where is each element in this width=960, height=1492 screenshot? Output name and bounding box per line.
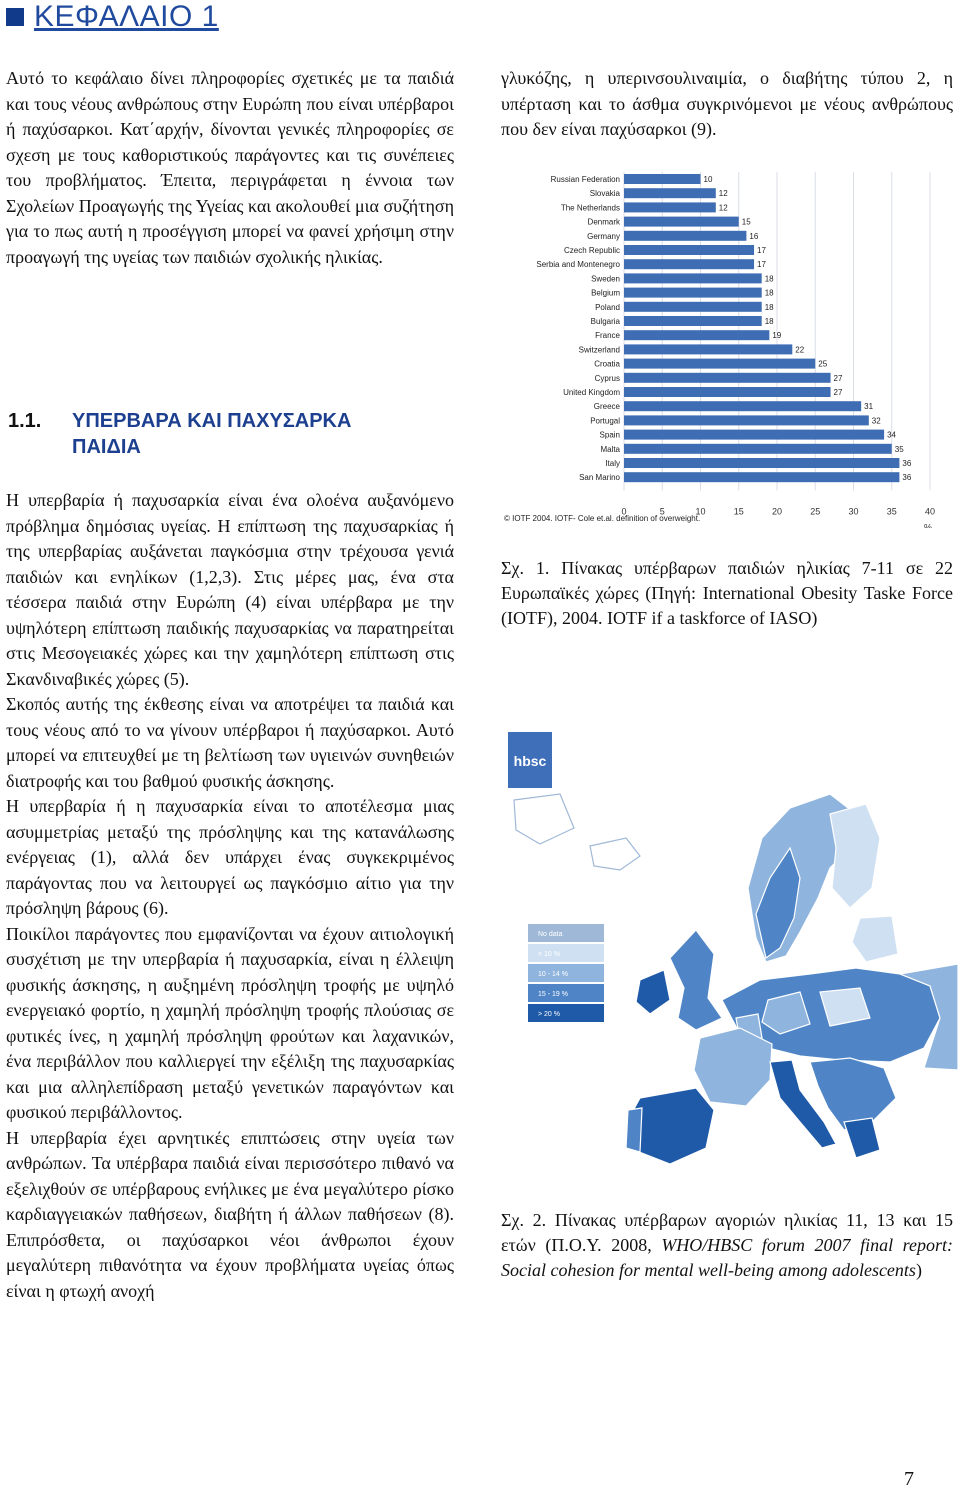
category-label: Germany	[587, 231, 620, 241]
bar	[624, 217, 739, 227]
bar-value-label: 36	[902, 473, 912, 483]
bar	[624, 330, 769, 340]
bar	[624, 344, 792, 354]
bar	[624, 415, 869, 425]
category-label: Bulgaria	[590, 317, 620, 326]
category-label: Czech Republic	[563, 246, 620, 255]
bar	[624, 458, 899, 468]
x-tick-label: 25	[810, 506, 821, 517]
chart-source: © IOTF 2004. IOTF- Cole et.al. definition of overweight.	[504, 514, 701, 523]
caption-2-prefix: Σχ. 2.	[501, 1210, 547, 1230]
category-label: Spain	[599, 430, 620, 440]
bar-value-label: 10	[703, 175, 713, 184]
right-top-paragraph: γλυκόζης, η υπερινσουλιναιμία, ο διαβήτης τύπου 2, η υπέρταση και το άσθμα συγκρινόμενοι με νέους ανθρώπους που δεν είναι παχύσαρκοι (9).	[501, 68, 953, 139]
legend-label: > 20 %	[538, 1011, 560, 1018]
bar-value-label: 35	[894, 444, 904, 454]
caption-1-text: Πίνακας υπέρβαρων παιδιών ηλικίας 7-11 σε 22 Ευρωπαϊκές χώρες (Πηγή: International Obesity Taske Force (IOTF), 2004. IOTF if a taskforce of IASO)	[501, 558, 954, 628]
caption-2-suffix: )	[915, 1260, 922, 1280]
x-tick-label: 35	[886, 506, 897, 517]
page-number: 7	[904, 1468, 914, 1490]
bar	[624, 245, 754, 255]
bar-value-label: 31	[864, 402, 874, 412]
bar-value-label: 32	[871, 416, 881, 426]
bar	[624, 472, 899, 482]
bar	[624, 444, 892, 454]
bar-value-label: 36	[902, 459, 912, 468]
x-tick-label: 20	[771, 506, 783, 517]
category-label: Poland	[595, 302, 620, 312]
bar-value-label: 16	[749, 231, 759, 241]
chapter-heading	[0, 0, 219, 34]
x-tick-label: 5	[659, 506, 665, 517]
bar-value-label: 22	[795, 345, 805, 355]
bar	[624, 288, 762, 298]
chart-svg	[500, 168, 956, 528]
hbsc-logo-icon	[508, 732, 552, 788]
bar-value-label: 17	[757, 260, 766, 270]
bar	[624, 273, 762, 283]
bar-value-label: 25	[818, 359, 828, 369]
bar	[624, 202, 716, 212]
bar	[624, 430, 884, 440]
logo-text: hbsc	[513, 753, 547, 769]
bar-value-label: 18	[764, 302, 774, 312]
bar-value-label: 27	[833, 388, 843, 397]
body-paragraph: Η υπερβαρία έχει αρνητικές επιπτώσεις στην υγεία των ανθρώπων. Τα υπέρβαρα παιδιά είναι περισσότερο πιθανό να εξελιχθούν σε υπέρβαρους ενήλικες με ένα μεγαλύτερο ρίσκο καρδιαγγειακών παθήσεων, διαβήτη ή άλλων παθήσεων (8). Επιπρόσθετα, οι παχύσαρκοι νέοι άνθρωποι έχουν μεγαλύτερη πιθανότητα να έχουν προβλήματα υγείας όπως είναι η φτωχή ανοχή	[6, 1127, 454, 1301]
category-label: United Kingdom	[563, 388, 620, 397]
body-paragraph: Σκοπός αυτής της έκθεσης είναι να αποτρέψει τα παιδιά και τους νέους από το να γίνουν υπέρβαροι ή παχύσαρκοι. Αυτό μπορεί να επιτευχθεί με τη βελτίωση των υγιεινών συνηθειών διατροφής και του βαθμού φυσικής άσκησης.	[6, 694, 454, 791]
category-label: Denmark	[587, 217, 620, 227]
bar-value-label: 27	[833, 373, 843, 383]
body-paragraph: Η υπερβαρία ή η παχυσαρκία είναι το αποτέλεσμα μιας ασυμμετρίας μεταξύ της πρόσληψης και της κατανάλωσης ενέργειας (1), αλλά δεν υπάρχει ένας συγκεκριμένος παράγοντας που να λειτουργεί ως παγκόσμιο αίτιο για την πρόσληψη βάρους (6).	[6, 796, 454, 918]
body-paragraph: Η υπερβαρία ή παχυσαρκία είναι ένα ολοένα αυξανόμενο πρόβλημα δημόσιας υγείας. Η επίπτωση της παχυσαρκίας ή της υπερβαρίας αυξάνεται παγκόσμια στην τρέχουσα γενιά παιδιών και ενηλίκων (1,2,3). Στις μέρες μας, ένα στα τέσσερα παιδιά στην Ευρώπη (4) είναι υπέρβαρα με την υψηλότερη επίπτωση παιδικής παχυσαρκίας να παρατηρείται στις Μεσογειακές χώρες και την χαμηλότερη επίπτωση στις Σκανδιναβικές χώρες (5).	[6, 490, 454, 689]
bar	[624, 359, 815, 369]
map-legend	[528, 924, 604, 1022]
bar-value-label: 18	[764, 274, 774, 284]
legend-label: 15 - 19 %	[538, 991, 568, 998]
bar-value-label: 15	[741, 217, 751, 227]
map-svg	[500, 718, 960, 1188]
bar-value-label: 18	[764, 317, 774, 326]
category-label: Belgium	[591, 288, 620, 298]
bar-value-label: 17	[757, 246, 766, 255]
section-heading	[8, 408, 458, 460]
bar	[624, 316, 762, 326]
category-label: Russian Federation	[550, 175, 620, 184]
bar	[624, 373, 831, 383]
category-label: Switzerland	[578, 345, 620, 355]
section-title-line1: ΥΠΕΡΒΑΡΑ ΚΑΙ ΠΑΧΥΣΑΡΚΑ	[72, 410, 352, 432]
bar	[624, 259, 754, 269]
bar	[624, 302, 762, 312]
bar	[624, 387, 831, 397]
bar-value-label: 18	[764, 288, 774, 298]
category-label: Greece	[593, 402, 620, 412]
category-label: Croatia	[594, 359, 620, 369]
category-label: Cyprus	[594, 373, 620, 383]
category-label: Italy	[605, 459, 620, 468]
category-label: Portugal	[590, 416, 620, 426]
x-tick-label: 15	[733, 506, 744, 517]
bar	[624, 401, 861, 411]
category-label: Serbia and Montenegro	[536, 260, 620, 270]
bar-value-label: 12	[718, 203, 728, 213]
category-label: San Marino	[579, 473, 620, 483]
legend-label: 10 - 14 %	[538, 971, 568, 978]
category-label: Malta	[600, 444, 620, 454]
x-tick-label: 10	[695, 506, 706, 517]
category-label: The Netherlands	[560, 203, 620, 213]
figure-caption-2	[501, 1208, 953, 1283]
body-text	[6, 488, 454, 1304]
intro-paragraph: Αυτό το κεφάλαιο δίνει πληροφορίες σχετικές με τα παιδιά και τους νέους ανθρώπους στην Ευρώπη που είναι υπέρβαροι ή παχύσαρκοι. Κατ΄αρχήν, δίνονται γενικές πληροφορίες σε σχεση με τους καθοριστικούς παράγοντες και τις συνέπειες του προβλήματος. Έπειτα, περιγράφεται η έννοια των Σχολείων Προαγωγής της Υγείας και ακολουθεί μια συζήτηση για το πως αυτή η προσέγγιση μπορεί να φανεί χρήσιμη στην προαγωγή της υγείας των παιδιών σχολικής ηλικίας.	[6, 68, 454, 267]
category-label: France	[595, 331, 620, 341]
caption-2-text: Πίνακας υπέρβαρων αγοριών ηλικίας 11, 13 και 15 ετών (Π.Ο.Υ. 2008,	[501, 1210, 954, 1255]
bar-value-label: 34	[887, 430, 897, 440]
chapter-title: ΚΕΦΑΛΑΙΟ 1	[34, 0, 219, 33]
x-tick-label: 30	[848, 506, 859, 517]
category-label: Slovakia	[589, 189, 620, 199]
bar	[624, 231, 746, 241]
x-tick-label: 0	[621, 506, 627, 517]
figure-caption-1	[501, 556, 953, 631]
section-number: 1.1.	[8, 410, 42, 432]
europe-map	[500, 718, 960, 1188]
bar-value-label: 12	[718, 189, 728, 199]
section-title-line2: ΠΑΙΔΙΑ	[72, 436, 141, 458]
legend-label: < 10 %	[538, 951, 560, 958]
category-label: Sweden	[591, 274, 620, 284]
bar	[624, 188, 716, 198]
body-paragraph: Ποικίλοι παράγοντες που εμφανίζονται να έχουν αιτιολογική συσχέτιση με την υπερβαρία ή παχυσαρκία, είναι η έλλειψη φυσικής άσκησης, η αυξημένη πρόσληψη τροφής με υψηλό ενεργειακό φορτίο, η χαμηλή πρόσληψη τροφής πλούσιας σε φυτικές ίνες, η χαμηλή πρόσληψη φρούτων και λαχανικών, ένα περιβάλλον που καλλιεργεί την εξέλιξη της παχυσαρκίας και μια αλληλεπίδραση μεταξύ γενετικών παραγόντων και φυσικού περιβάλλοντος.	[6, 923, 454, 1122]
x-unit-label: %	[924, 522, 933, 528]
overweight-bar-chart	[500, 168, 956, 528]
bar-value-label: 19	[772, 331, 782, 341]
legend-label: No data	[538, 931, 563, 938]
bar	[624, 174, 701, 184]
caption-2-source: WHO/HBSC forum 2007 final report: Social cohesion for mental well-being among adolescents	[501, 1235, 953, 1280]
x-tick-label: 40	[924, 506, 936, 517]
caption-1-prefix: Σχ. 1.	[501, 558, 550, 578]
heading-square-icon	[6, 8, 24, 26]
